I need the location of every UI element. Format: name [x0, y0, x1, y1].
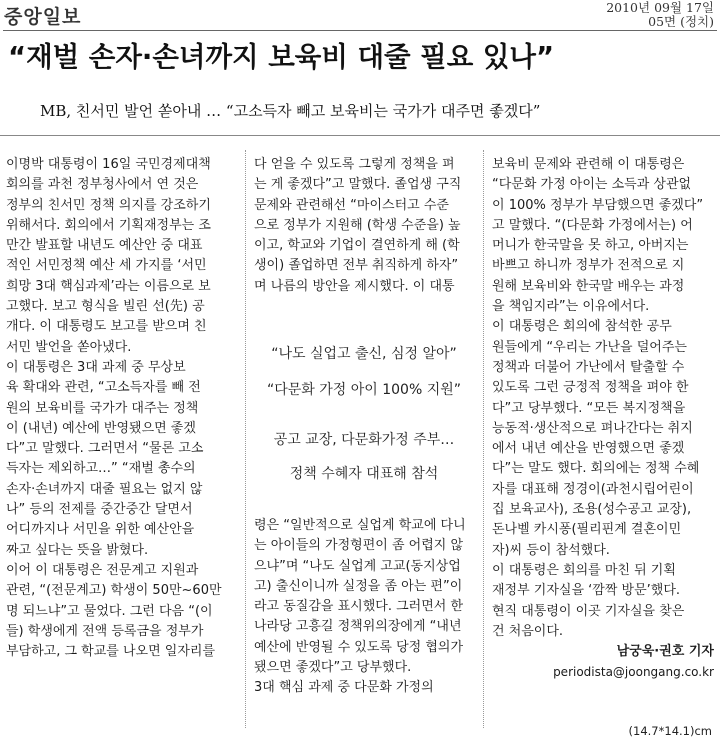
article-column-3 — [492, 155, 714, 683]
article-line: 원해 보육비와 한국말 배우는 과정 — [492, 278, 685, 294]
article-line: 원의 보육비를 국가가 대주는 정책 — [6, 400, 199, 416]
article-line: 만간 발표할 내년도 예산안 중 대표 — [6, 238, 203, 254]
article-line: 돈나벨 카시퐁(필리핀계 결혼이민 — [492, 522, 682, 538]
article-line: 집 보육교사), 조용(성수공고 교장), — [492, 502, 692, 518]
article-line: 재정부 기자실을 ‘깜짝 방문’했다. — [492, 583, 681, 599]
article-line: 이 대통령은 회의를 마친 뒤 기획 — [492, 562, 676, 578]
article-line: 이 (내년) 예산에 반영됐으면 좋겠 — [6, 420, 196, 436]
article-line: 나” 등의 전제를 중간중간 달면서 — [6, 502, 193, 518]
pull-quote-1: “나도 실업고 출신, 심정 알아” — [271, 346, 457, 362]
article-line: 개다. 이 대통령도 보고를 받으며 친 — [6, 319, 207, 335]
article-line: 보육비 문제와 관련해 이 대통령은 — [492, 157, 685, 172]
article-line: 희망 3대 핵심과제’라는 이름으로 보 — [6, 278, 211, 294]
article-line: 예산에 반영될 수 있도록 당정 협의가 — [254, 639, 464, 655]
article-line: 고 말했다. “(다문화 가정에서는) 어 — [492, 217, 693, 233]
article-line: 정책과 더불어 가난에서 탈출할 수 — [492, 359, 685, 375]
article-line: 서민 발언을 쏟아냈다. — [6, 339, 132, 355]
column-divider — [483, 150, 484, 728]
headline-rule — [0, 135, 720, 136]
dateline — [606, 1, 714, 29]
article-line: “다문화 가정 아이는 소득과 상관없 — [492, 177, 692, 193]
article-line: 바쁘고 하니까 정부가 전적으로 지 — [492, 258, 685, 274]
page-section: 05면 (정치) — [648, 14, 714, 29]
article-line: 다”고 당부했다. “모든 복지정책을 — [492, 400, 686, 416]
article-line: 관련, “(전문계고) 학생이 50만~60만 — [6, 583, 222, 599]
masthead — [0, 0, 720, 30]
article-line: 고) 출신이니까 실정을 좀 아는 편”이 — [254, 578, 463, 594]
article-line: 머니가 한국말을 못 하고, 아버지는 — [492, 238, 689, 254]
article-line: 어디까지나 서민을 위한 예산안을 — [6, 522, 195, 538]
article-line: 는 게 좋겠다”고 말했다. 졸업생 구직 — [254, 177, 462, 193]
article-line: 라고 동질감을 표시했다. 그러면서 한 — [254, 599, 464, 615]
publication-date: 2010년 09월 17일 — [606, 0, 714, 15]
subhead: MB, 친서민 발언 쏟아내 … “고소득자 빼고 보육비는 국가가 대주면 좋겠다” — [40, 102, 541, 120]
article-line: 나라당 고흥길 정책위의장에게 “내년 — [254, 619, 462, 635]
article-size: (14.7*14.1)cm — [628, 724, 712, 738]
article-line: 득자는 제외하고…” “재벌 총수의 — [6, 461, 196, 477]
article-line: 며 나름의 방안을 제시했다. 이 대통 — [254, 278, 455, 294]
article-line: 문제와 관련해선 “마이스터고 수준 — [254, 197, 449, 213]
article-line: 육 확대와 관련, “고소득자를 빼 전 — [6, 380, 201, 396]
reporter-email: periodista@joongang.co.kr — [553, 665, 714, 680]
article-column-1 — [6, 155, 236, 662]
newspaper-logo: 중앙일보 — [4, 6, 82, 28]
article-line: 능동적·생산적으로 펴나간다는 취지 — [492, 420, 693, 436]
article-line: 이어 이 대통령은 전문계고 지원과 — [6, 562, 199, 578]
article-column-2-top — [254, 155, 474, 297]
article-line: 회의를 과천 정부청사에서 연 것은 — [6, 177, 199, 193]
pull-quote-2: “다문화 가정 아이 100% 지원” — [266, 382, 462, 398]
article-line: 위해서다. 회의에서 기획재정부는 조 — [6, 217, 211, 233]
article-line: 이 대통령은 회의에 참석한 공무 — [492, 319, 672, 335]
article-column-2-bottom — [254, 516, 474, 699]
article-line: 으냐”며 “나도 실업계 고교(동지상업 — [254, 558, 461, 574]
article-line: 이 100% 정부가 부담했으면 좋겠다” — [492, 197, 704, 213]
article-line: 자를 대표해 정경이(과천시립어린이 — [492, 481, 694, 497]
article-line: 적인 서민정책 예산 세 가지를 ‘서민 — [6, 258, 207, 274]
column-divider — [245, 150, 246, 728]
article-line: 들) 학생에게 전액 등록금을 정부가 — [6, 623, 204, 639]
article-line: 있도록 그런 긍정적 정책을 펴야 한 — [492, 380, 689, 396]
article-line: 이고, 학교와 기업이 결연하게 해 (학 — [254, 238, 460, 254]
headline: “재벌 손자·손녀까지 보육비 대줄 필요 있나” — [8, 41, 555, 73]
article-line: 이 대통령은 3대 과제 중 무상보 — [6, 359, 186, 375]
article-line: 는 아이들의 가정형편이 좀 어렵지 않 — [254, 538, 464, 554]
article-line: 에서 내년 예산을 반영했으면 좋겠 — [492, 441, 685, 457]
article-line: 됐으면 좋겠다”고 당부했다. — [254, 660, 412, 676]
article-line: 다”는 말도 했다. 회의에는 정책 수혜 — [492, 461, 700, 477]
article-line: 부담하고, 그 학교를 나오면 일자리를 — [6, 644, 216, 660]
article-line: 짜고 싶다는 뜻을 밝혔다. — [6, 542, 149, 558]
article-line: 으로 정부가 지원해 (학생 수준을) 높 — [254, 217, 461, 233]
byline: 남궁욱·권호 기자 — [616, 644, 714, 660]
article-line: 다 얻을 수 있도록 그렇게 정책을 펴 — [254, 157, 455, 172]
article-line: 자)씨 등이 참석했다. — [492, 542, 610, 558]
article-line: 생이) 졸업하면 전부 취직하게 하자” — [254, 258, 459, 274]
article-line: 원들에게 “우리는 가난을 덜어주는 — [492, 339, 687, 355]
article-line: 명 되느냐”고 물었다. 그런 다음 “(이 — [6, 603, 213, 619]
article-line: 3대 핵심 과제 중 다문화 가정의 — [254, 680, 434, 696]
pull-quote-3: 공고 교장, 다문화가정 주부… — [273, 432, 455, 448]
article-line: 손자·손녀까지 대줄 필요는 없지 않 — [6, 481, 203, 497]
article-line: 고했다. 보고 형식을 빌린 선(先) 공 — [6, 299, 205, 315]
article-line: 건 처음이다. — [492, 623, 564, 639]
article-line: 정부의 친서민 정책 의지를 강조하기 — [6, 197, 211, 213]
article-line: 을 책임지라”는 이유에서다. — [492, 299, 650, 315]
pull-quote-4: 정책 수혜자 대표해 참석 — [289, 466, 439, 482]
article-line: 현직 대통령이 이곳 기자실을 찾은 — [492, 603, 685, 619]
article-line: 다”고 말했다. 그러면서 “물론 고소 — [6, 441, 204, 457]
masthead-rule — [3, 30, 717, 31]
article-line: 이명박 대통령이 16일 국민경제대책 — [6, 157, 211, 172]
article-line: 령은 “일반적으로 실업계 학교에 다니 — [254, 518, 466, 533]
